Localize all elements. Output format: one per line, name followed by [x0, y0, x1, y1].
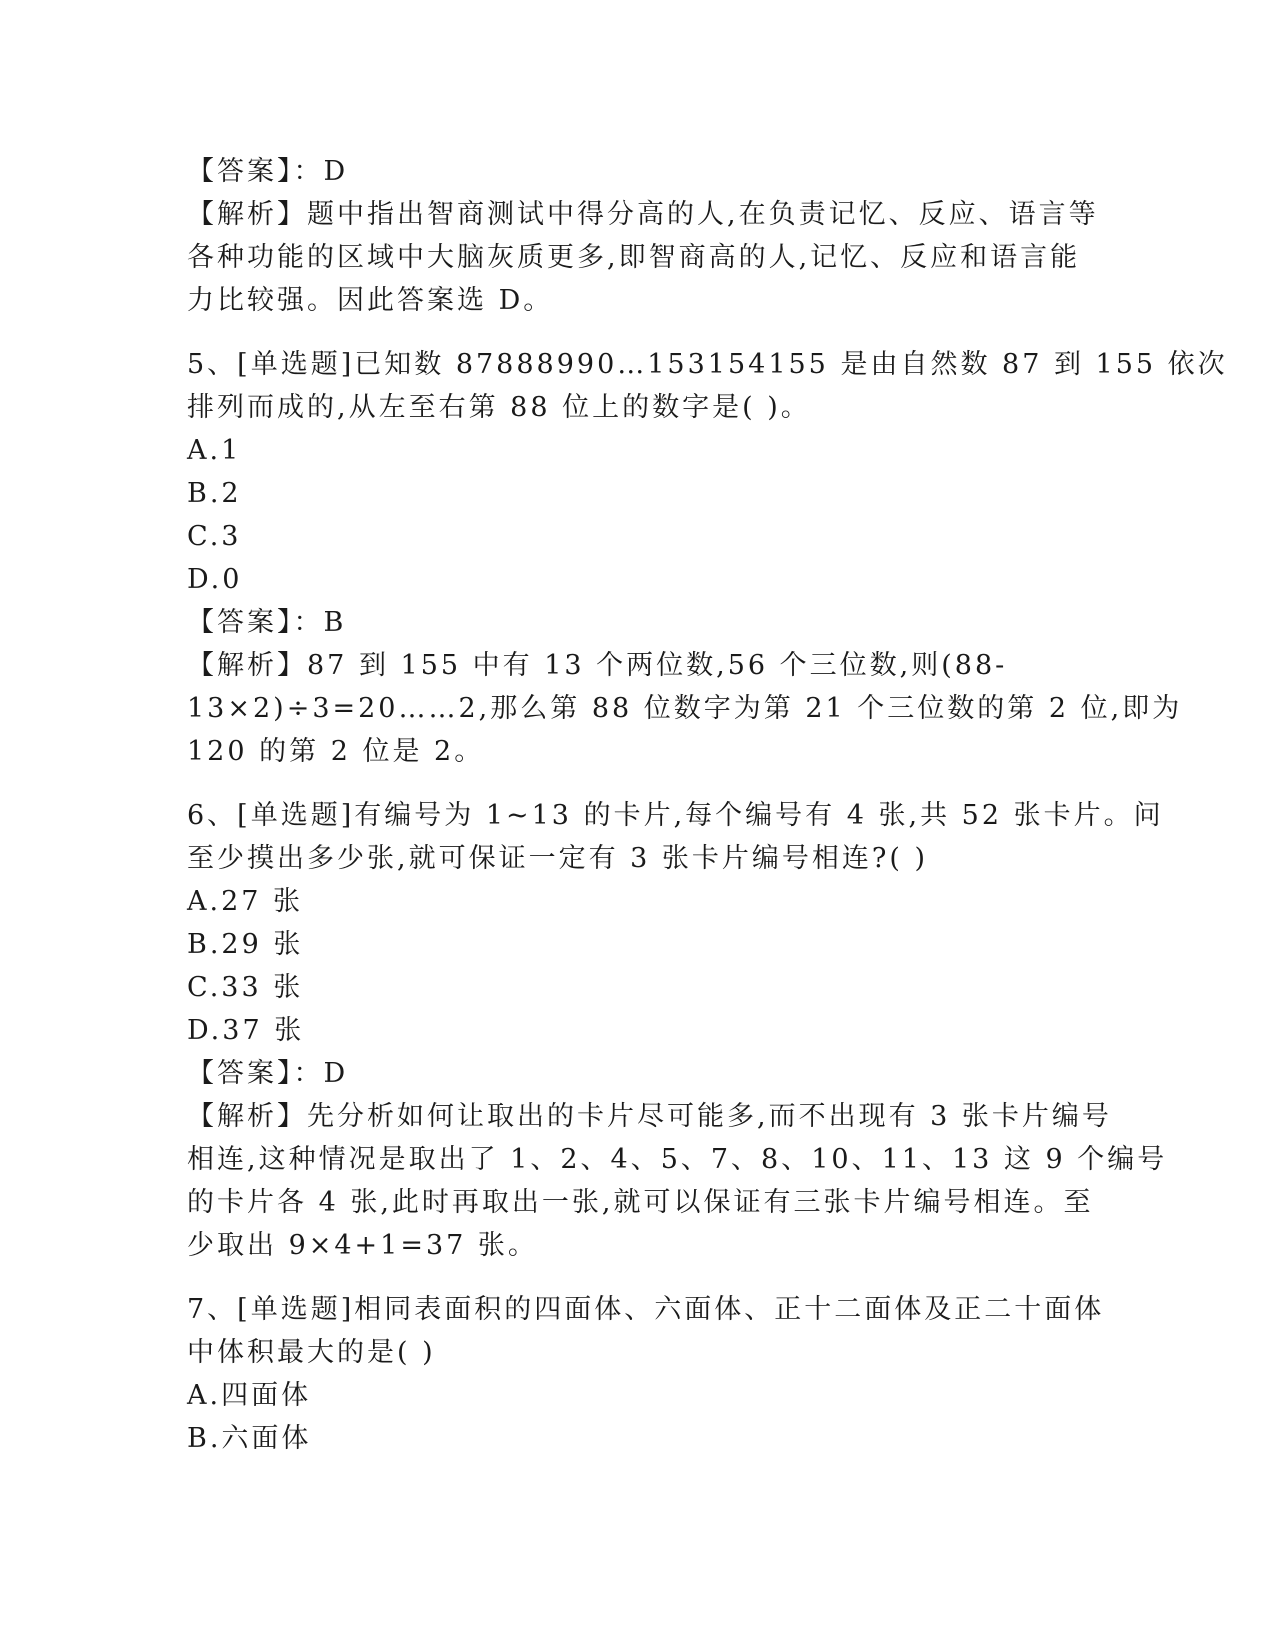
question-text: 7、[单选题]相同表面积的四面体、六面体、正十二面体及正二十面体: [187, 1294, 1105, 1325]
option-b: B.29 张: [187, 929, 304, 960]
analysis-line: 相连,这种情况是取出了 1、2、4、5、7、8、10、11、13 这 9 个编号: [187, 1144, 1168, 1175]
analysis-line: 【解析】先分析如何让取出的卡片尽可能多,而不出现有 3 张卡片编号: [187, 1101, 1112, 1132]
option-c: C.33 张: [187, 972, 304, 1003]
question-text: 至少摸出多少张,就可保证一定有 3 张卡片编号相连?( ): [187, 843, 929, 874]
option-b: B.六面体: [187, 1423, 312, 1454]
question-text: 5、[单选题]已知数 87888990…153154155 是由自然数 87 到 155 依次: [187, 349, 1228, 380]
analysis-line: 力比较强。因此答案选 D。: [187, 285, 554, 316]
analysis-line: 的卡片各 4 张,此时再取出一张,就可以保证有三张卡片编号相连。至: [187, 1187, 1094, 1218]
option-d: D.37 张: [187, 1015, 305, 1046]
option-c: C.3: [187, 521, 242, 552]
answer-line: 【答案】：B: [187, 607, 347, 638]
analysis-line: 13×2)÷3=20……2,那么第 88 位数字为第 21 个三位数的第 2 位,即为: [187, 693, 1183, 724]
question-7: [187, 1288, 1105, 1460]
answer-line: 【答案】：D: [187, 156, 349, 187]
question-5: [187, 343, 1228, 773]
analysis-line: 【解析】87 到 155 中有 13 个两位数,56 个三位数,则(88-: [187, 650, 1008, 681]
question-text: 中体积最大的是( ): [187, 1337, 436, 1368]
option-a: A.四面体: [187, 1380, 312, 1411]
option-a: A.27 张: [187, 886, 304, 917]
analysis-line: 【解析】题中指出智商测试中得分高的人,在负责记忆、反应、语言等: [187, 199, 1099, 230]
question-text: 6、[单选题]有编号为 1~13 的卡片,每个编号有 4 张,共 52 张卡片。问: [187, 800, 1164, 831]
question-6: [187, 794, 1168, 1267]
option-b: B.2: [187, 478, 242, 509]
option-a: A.1: [187, 435, 242, 466]
question-text: 排列而成的,从左至右第 88 位上的数字是( )。: [187, 392, 811, 423]
previous-question-block: [187, 150, 1099, 322]
analysis-line: 120 的第 2 位是 2。: [187, 736, 485, 767]
option-d: D.0: [187, 564, 243, 595]
analysis-line: 少取出 9×4+1=37 张。: [187, 1230, 538, 1261]
analysis-line: 各种功能的区域中大脑灰质更多,即智商高的人,记忆、反应和语言能: [187, 242, 1081, 273]
answer-line: 【答案】：D: [187, 1058, 349, 1089]
document-page: [187, 150, 1228, 1460]
